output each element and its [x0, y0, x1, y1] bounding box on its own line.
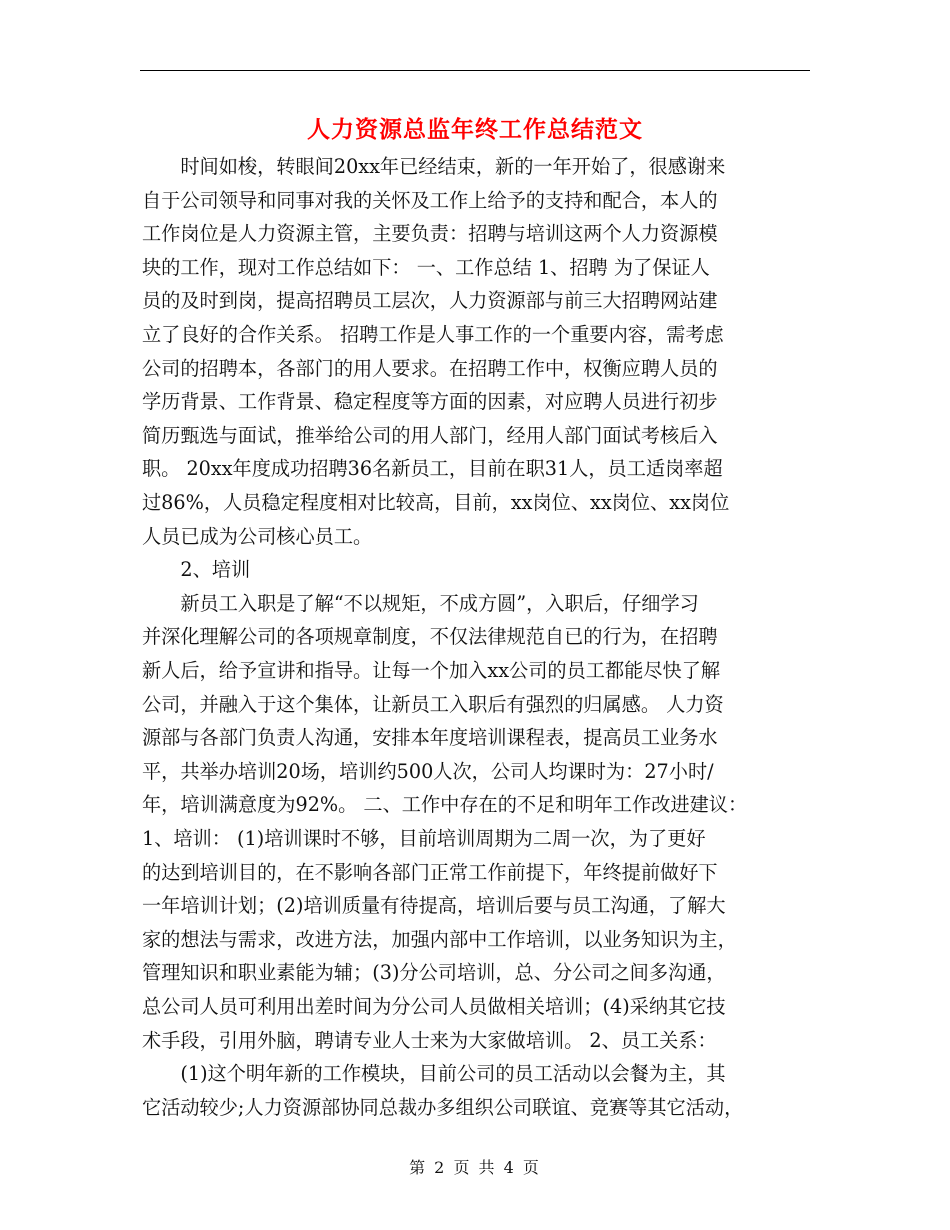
header-rule — [140, 70, 810, 71]
body-line: 简历甄选与面试，推举给公司的用人部门，经用人部门面试考核后入 — [142, 423, 718, 447]
body-line: 新员工入职是了解“不以规矩，不成方圆”，入职后，仔细学习 — [142, 591, 699, 615]
page-footer: 第 2 页 共 4 页 — [409, 1158, 541, 1177]
document-title: 人力资源总监年终工作总结范文 — [307, 117, 643, 143]
body-line: 立了良好的合作关系。 招聘工作是人事工作的一个重要内容，需考虑 — [142, 323, 724, 346]
body-line: 自于公司领导和同事对我的关怀及工作上给予的支持和配合，本人的 — [142, 188, 718, 212]
body-line: 并深化理解公司的各项规章制度，不仅法律规范自已的行为，在招聘 — [142, 625, 718, 649]
body-line: 人员已成为公司核心员工。 — [142, 524, 373, 548]
body-line: 新人后，给予宣讲和指导。让每一个加入xx公司的员工都能尽快了解 — [142, 659, 721, 682]
body-line: 过86%，人员稳定程度相对比较高，目前，xx岗位、xx岗位、xx岗位 — [142, 491, 730, 514]
body-line: 管理知识和职业素能为辅；(3)分公司培训，总、分公司之间多沟通， — [142, 961, 726, 985]
body-line: 总公司人员可利用出差时间为分公司人员做相关培训；(4)采纳其它技 — [142, 995, 726, 1018]
body-line: 家的想法与需求，改进方法，加强内部中工作培训，以业务知识为主， — [142, 927, 737, 951]
body-line: 年，培训满意度为92%。 二、工作中存在的不足和明年工作改进建议： — [142, 793, 748, 817]
body-line: 2、培训 — [142, 558, 251, 582]
body-line: 块的工作，现对工作总结如下： 一、工作总结 1、招聘 为了保证人 — [142, 255, 710, 279]
body-line: 公司的招聘本，各部门的用人要求。在招聘工作中，权衡应聘人员的 — [142, 356, 718, 380]
body-line: 学历背景、工作背景、稳定程度等方面的因素，对应聘人员进行初步 — [142, 390, 718, 414]
body-line: 它活动较少;人力资源部协同总裁办多组织公司联谊、竞赛等其它活动， — [142, 1095, 744, 1119]
body-line: 平，共举办培训20场，培训约500人次，公司人均课时为：27小时/ — [142, 759, 714, 783]
body-line: 的达到培训目的，在不影响各部门正常工作前提下，年终提前做好下 — [142, 860, 718, 884]
body-line: (1)这个明年新的工作模块，目前公司的员工活动以会餐为主，其 — [142, 1062, 726, 1086]
body-line: 源部与各部门负责人沟通，安排本年度培训课程表，提高员工业务水 — [142, 726, 718, 750]
body-line: 公司，并融入于这个集体，让新员工入职后有强烈的归属感。 人力资 — [142, 692, 724, 716]
body-line: 职。 20xx年度成功招聘36名新员工，目前在职31人，员工适岗率超 — [142, 457, 723, 481]
body-line: 1、培训： (1)培训课时不够，目前培训周期为二周一次，为了更好 — [142, 827, 706, 850]
body-line: 员的及时到岗，提高招聘员工层次，人力资源部与前三大招聘网站建 — [142, 289, 718, 313]
body-line: 术手段，引用外脑，聘请专业人士来为大家做培训。 2、员工关系： — [142, 1028, 717, 1052]
body-line: 时间如梭，转眼间20xx年已经结束，新的一年开始了，很感谢来 — [142, 155, 726, 178]
body-line: 工作岗位是人力资源主管，主要负责：招聘与培训这两个人力资源模 — [142, 222, 718, 246]
body-line: 一年培训计划；(2)培训质量有待提高，培训后要与员工沟通，了解大 — [142, 894, 726, 918]
